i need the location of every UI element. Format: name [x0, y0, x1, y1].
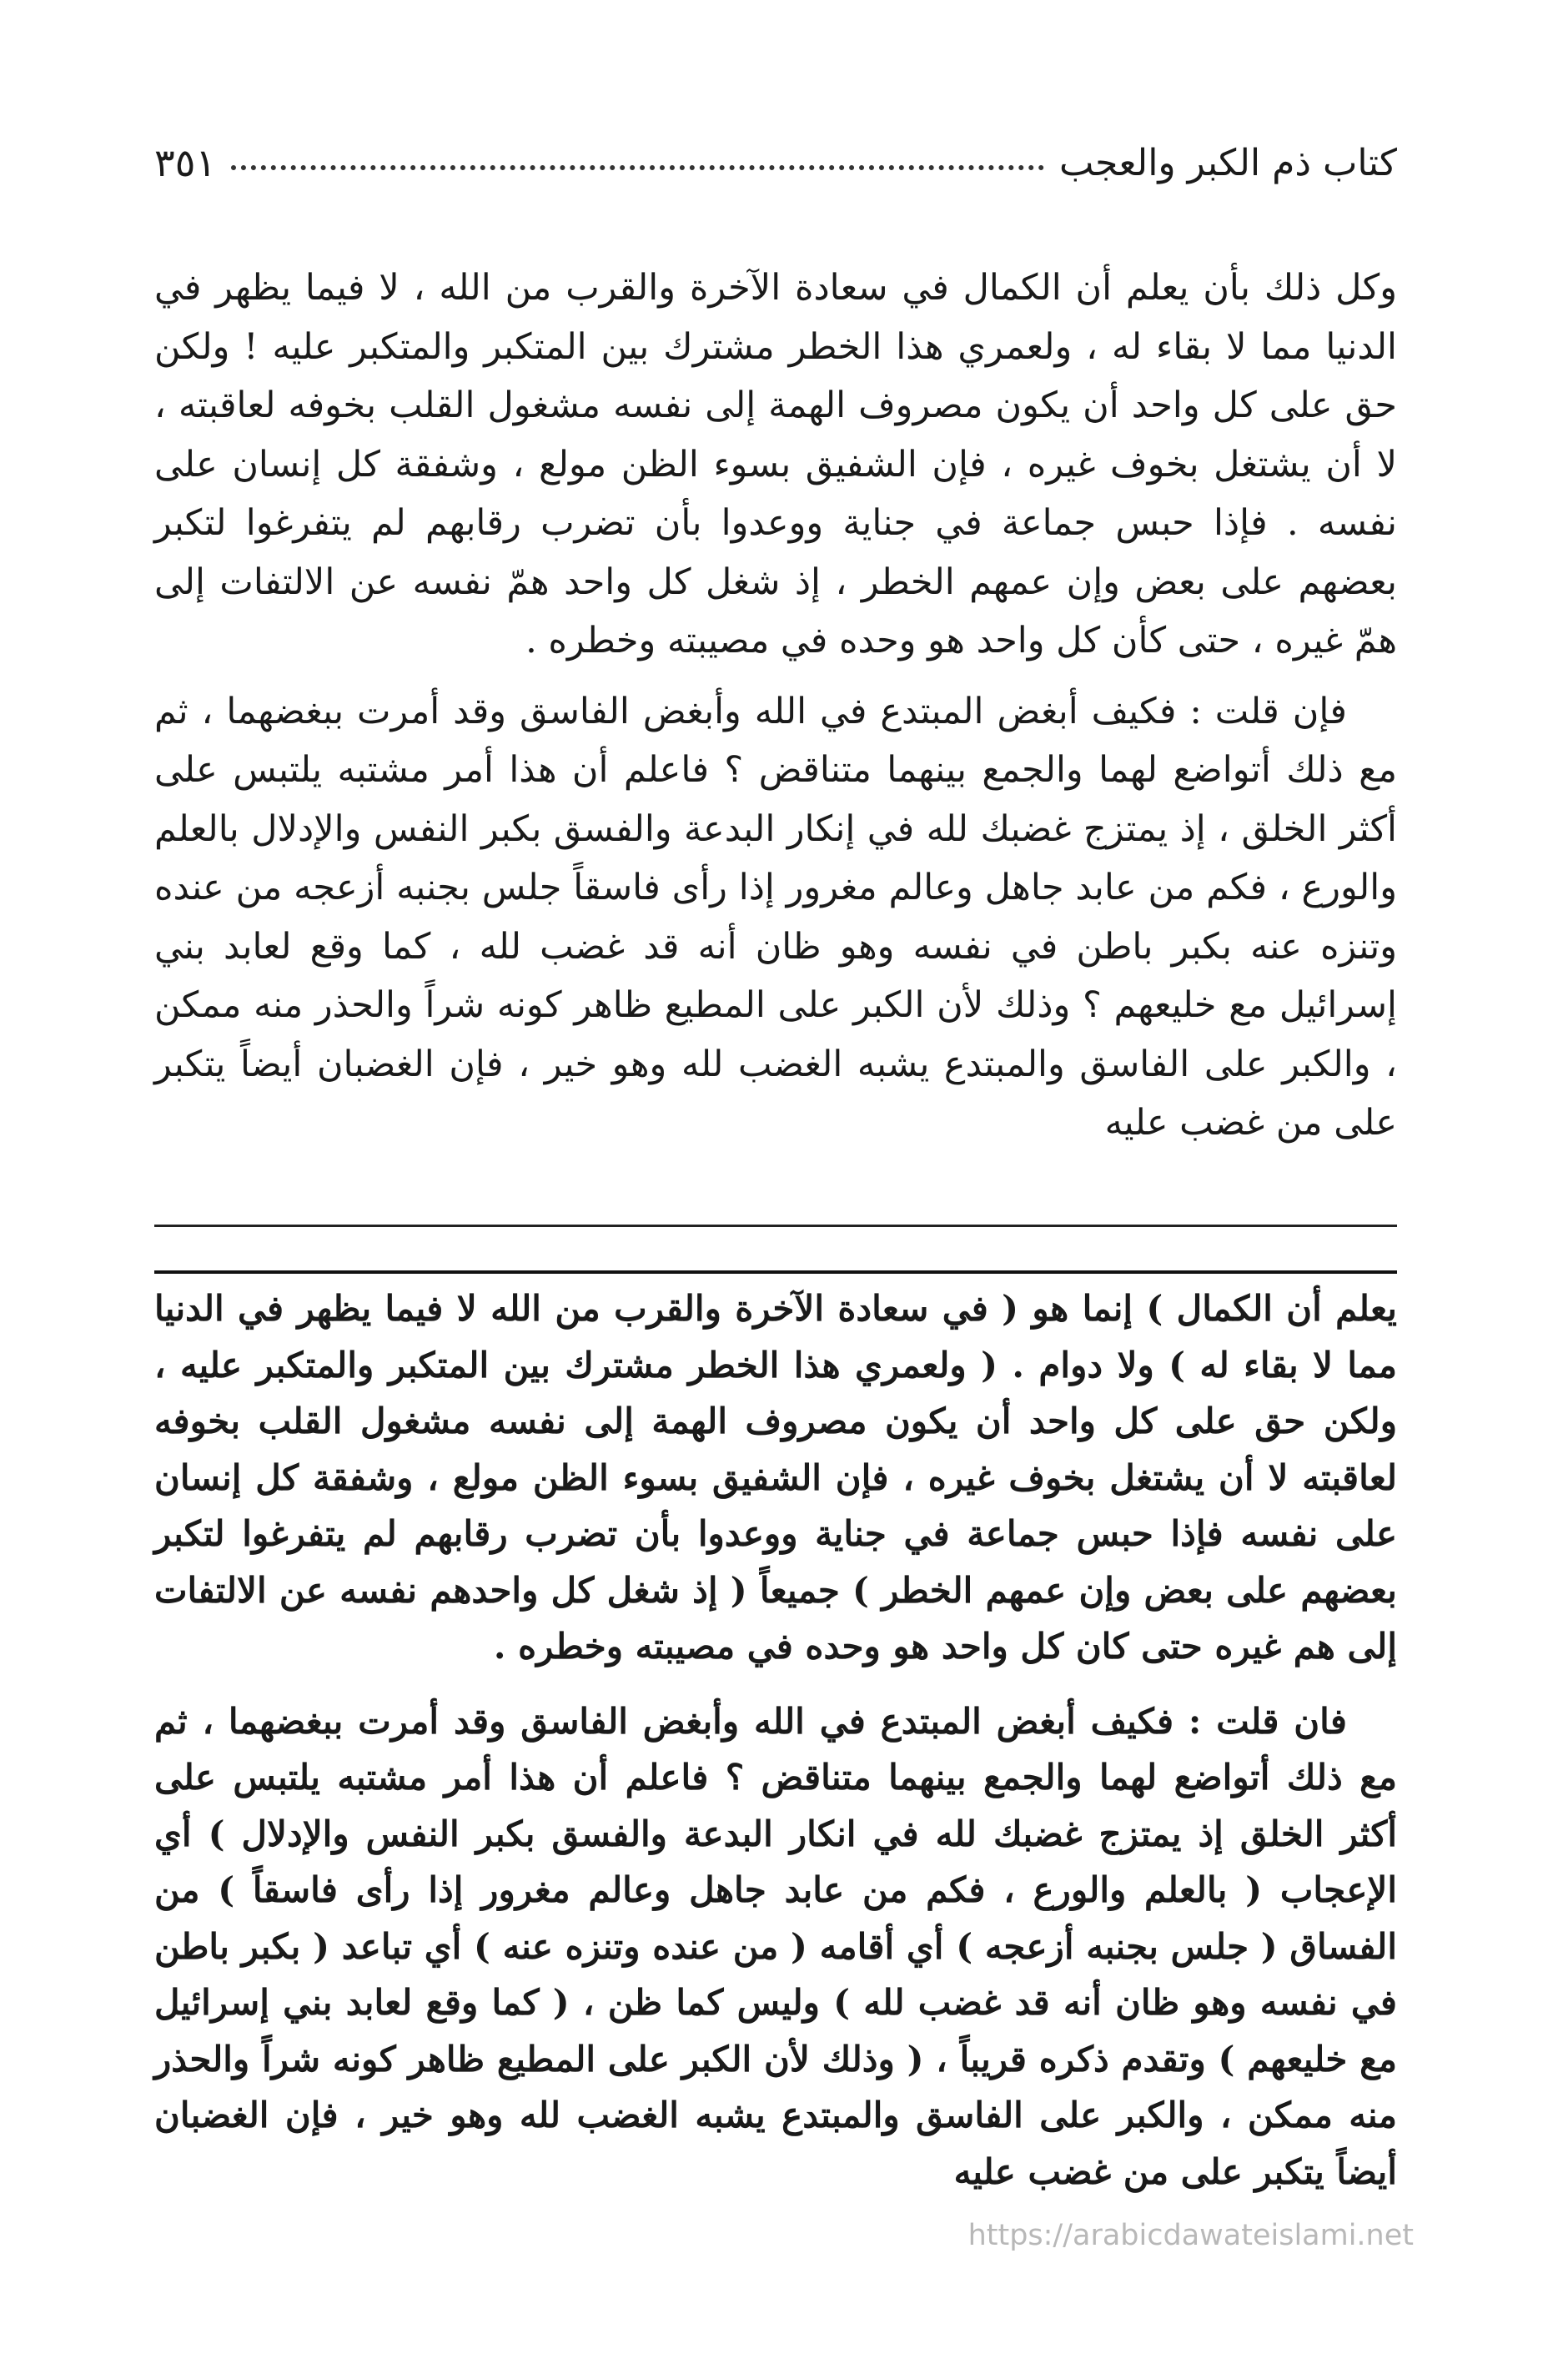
- watermark-url: https://arabicdawateislami.net: [967, 2219, 1414, 2252]
- header-dot-leader: [231, 165, 1044, 170]
- page-header: [154, 125, 1397, 200]
- page-number: ٣٥١: [154, 140, 217, 185]
- running-title: كتاب ذم الكبر والعجب: [1058, 141, 1397, 184]
- main-text-underline: [154, 1225, 1397, 1227]
- commentary-divider: [154, 1270, 1397, 1274]
- commentary-text: [154, 1280, 1397, 2200]
- main-text: [154, 259, 1397, 1153]
- main-paragraph: وكل ذلك بأن يعلم أن الكمال في سعادة الآخرة والقرب من الله ، لا فيما يظهر في الدنيا مما لا بقاء له ، ولعمري هذا الخطر مشترك بين المتكبر والمتكبر عليه ! ولكن حق على كل واحد أن يكون مصروف الهمة إلى نفسه مشغول القلب بخوفه لعاقبته ، لا أن يشتغل بخوف غيره ، فإن الشفيق بسوء الظن مولع ، وشفقة كل إنسان على نفسه . فإذا حبس جماعة في جناية ووعدوا بأن تضرب رقابهم لم يتفرغوا لتكبر بعضهم على بعض وإن عمهم الخطر ، إذ شغل كل واحد همّ نفسه عن الالتفات إلى همّ غيره ، حتى كأن كل واحد هو وحده في مصيبته وخطره .: [154, 267, 1398, 661]
- commentary-paragraph: يعلم أن الكمال ) إنما هو ( في سعادة الآخرة والقرب من الله لا فيما يظهر في الدنيا مما لا بقاء له ) ولا دوام . ( ولعمري هذا الخطر مشترك بين المتكبر والمتكبر عليه ، ولكن حق على كل واحد أن يكون مصروف الهمة إلى نفسه مشغول القلب بخوفه لعاقبته لا أن يشتغل بخوف غيره ، فإن الشفيق بسوء الظن مولع ، وشفقة كل إنسان على نفسه فإذا حبس جماعة في جناية ووعدوا بأن تضرب رقابهم لم يتفرغوا لتكبر بعضهم على بعض وإن عمهم الخطر ) جميعاً ( إذ شغل كل واحدهم نفسه عن الالتفات إلى هم غيره حتى كان كل واحد هو وحده في مصيبته وخطره .: [154, 1288, 1397, 1667]
- commentary-paragraph: فان قلت : فكيف أبغض المبتدع في الله وأبغض الفاسق وقد أمرت ببغضهما ، ثم مع ذلك أتواضع لهما والجمع بينهما متناقض ؟ فاعلم أن هذا أمر مشتبه يلتبس على أكثر الخلق إذ يمتزج غضبك لله في انكار البدعة والفسق بكبر النفس والإدلال ) أي الإعجاب ( بالعلم والورع ، فكم من عابد جاهل وعالم مغرور إذا رأى فاسقاً ) من الفساق ( جلس بجنبه أزعجه ) أي أقامه ( من عنده وتنزه عنه ) أي تباعد ( بكبر باطن في نفسه وهو ظان أنه قد غضب لله ) وليس كما ظن ، ( كما وقع لعابد بني إسرائيل مع خليعهم ) وتقدم ذكره قريباً ، ( وذلك لأن الكبر على المطيع ظاهر كونه شراً والحذر منه ممكن ، والكبر على الفاسق والمبتدع يشبه الغضب لله وهو خير ، فإن الغضبان أيضاً يتكبر على من غضب عليه: [154, 1700, 1397, 2192]
- main-paragraph: فإن قلت : فكيف أبغض المبتدع في الله وأبغض الفاسق وقد أمرت ببغضهما ، ثم مع ذلك أتواضع لهما والجمع بينهما متناقض ؟ فاعلم أن هذا أمر مشتبه يلتبس على أكثر الخلق ، إذ يمتزج غضبك لله في إنكار البدعة والفسق بكبر النفس والإدلال بالعلم والورع ، فكم من عابد جاهل وعالم مغرور إذا رأى فاسقاً جلس بجنبه أزعجه من عنده وتنزه عنه بكبر باطن في نفسه وهو ظان أنه قد غضب لله ، كما وقع لعابد بني إسرائيل مع خليعهم ؟ وذلك لأن الكبر على المطيع ظاهر كونه شراً والحذر منه ممكن ، والكبر على الفاسق والمبتدع يشبه الغضب لله وهو خير ، فإن الغضبان أيضاً يتكبر على من غضب عليه: [154, 690, 1397, 1144]
